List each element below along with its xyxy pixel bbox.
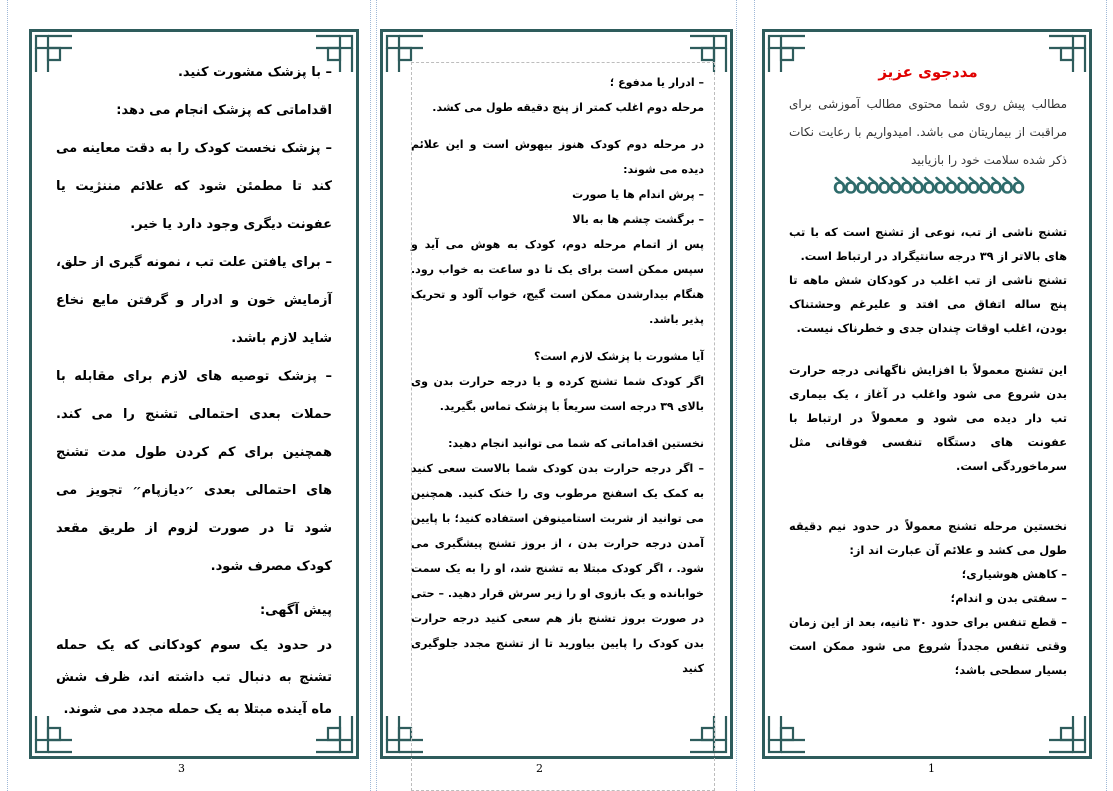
intro-paragraph: مطالب پیش روی شما محتوی مطالب آموزشی برای مراقبت از بیماریتان می باشد. امیدواریم با رعایت نکات ذکر شده سلامت خود را بازیابید [789, 97, 1067, 167]
column-guide [754, 0, 755, 791]
list-item: – پرش اندام ها یا صورت [572, 188, 704, 201]
list-item: – برگشت چشم ها به بالا [572, 213, 704, 226]
list-item: – پزشک توصیه های لازم برای مقابله با حملات بعدی احتمالی تشنج را می کند. همچنین برای کم کردن طول مدت تشنج های احتمالی بعدی ״دیازپام״ تجویز می شود تا در صورت لزوم از طریق مقعد کودک مصرف شود. [56, 369, 332, 574]
section-heading: نخستین اقداماتی که شما می توانید انجام دهید: [448, 437, 704, 450]
list-item: – برای یافتن علت تب ، نمونه گیری از حلق، آزمایش خون و ادرار و گرفتن مایع نخاع شاید لازم باشد. [56, 255, 332, 346]
corner-ornament [765, 712, 809, 756]
section-heading: پیش آگهی: [259, 603, 332, 618]
column-guide [1106, 0, 1107, 791]
column-guide [7, 0, 8, 791]
paragraph: پس از اتمام مرحله دوم، کودک به هوش می آید و سپس ممکن است برای یک تا دو ساعت به خواب رود. هنگام بیدارشدن ممکن است گیج، خواب آلود و تحریک پذیر باشد. [411, 238, 704, 326]
list-item: – قطع تنفس برای حدود ۳۰ ثانیه، بعد از این زمان وقتی تنفس مجدداً شروع می شود ممکن است بسیار سطحی باشد؛ [789, 615, 1067, 677]
paragraph: این تشنج معمولاً با افزایش ناگهانی درجه حرارت بدن شروع می شود واغلب در آغاز ، یک بیماری تب دار دیده می شود و معمولاً در ارتباط با عفونت های دستگاه تنفسی فوقانی مثل سرماخوردگی است. [789, 363, 1067, 473]
list-item: – کاهش هوشیاری؛ [961, 567, 1067, 581]
paragraph: – اگر درجه حرارت بدن کودک شما بالاست سعی کنید به کمک یک اسفنج مرطوب وی را خنک کنید. همچنین می توانید از شربت استامینوفن استفاده کنید؛ با پایین آمدن درجه حرارت بدن ، از بروز تشنج پیشگیری می شود. ، اگر کودک مبتلا به تشنج شد، او را به یک سمت خوابانده و یک بازوی او را زیر سرش قرار دهید. – حتی در صورت بروز تشنج باز هم سعی کنید درجه حرارت بدن کودک را پایین بیاورید تا از تشنج مجدد جلوگیری کنید [411, 462, 704, 675]
panel-2-text [411, 70, 704, 720]
brochure-panel-2 [380, 29, 733, 759]
paragraph: تشنج ناشی از تب اغلب در کودکان شش ماهه تا پنج ساله اتفاق می افتد و علیرغم وحشتناک بودن، اغلب اوقات چندان جدی و خطرناک نیست. [789, 273, 1067, 335]
page-title: مددجوی عزیز [878, 63, 978, 81]
section-heading: اقداماتی که پزشک انجام می دهد: [116, 103, 332, 118]
paragraph: تشنج ناشی از تب، نوعی از تشنج است که با تب های بالاتر از ۳۹ درجه سانتیگراد در ارتباط است. [789, 225, 1067, 263]
brochure-panel-1 [762, 29, 1092, 759]
list-item: – سفتی بدن و اندام؛ [950, 591, 1067, 605]
ornament-divider: ꝺꝺꝺꝺꝺꝺꝺꝺꝺꝺꝺꝺꝺꝺꝺꝺꝺ [832, 174, 1024, 199]
page-number: 2 [536, 762, 543, 775]
paragraph: اگر کودک شما تشنج کرده و یا درجه حرارت بدن وی بالای ۳۹ درجه است سریعاً با پزشک تماس بگیرید. [411, 375, 704, 413]
page-number: 3 [178, 762, 185, 775]
paragraph: در حدود یک سوم کودکانی که یک حمله تشنج به دنبال تب داشته اند، ظرف شش ماه آینده مبتلا به یک حمله مجدد می شوند. [56, 638, 332, 717]
column-guide [736, 0, 737, 791]
brochure-panel-3 [29, 29, 359, 759]
list-item: – با پزشک مشورت کنید. [177, 65, 332, 80]
page-number: 1 [928, 762, 935, 775]
column-guide [376, 0, 377, 791]
paragraph: نخستین مرحله تشنج معمولاً در حدود نیم دقیقه طول می کشد و علائم آن عبارت اند از: [789, 519, 1067, 557]
panel-3-text [56, 54, 332, 716]
paragraph: در مرحله دوم کودک هنوز بیهوش است و این علائم دیده می شوند: [411, 138, 704, 176]
list-item: – پزشک نخست کودک را به دقت معاینه می کند تا مطمئن شود که علائم مننژیت یا عفونت دیگری وجود دارد یا خیر. [56, 141, 332, 232]
list-item: – ادرار یا مدفوع ؛ [609, 76, 704, 89]
panel-1-text [789, 60, 1067, 716]
corner-ornament [1045, 712, 1089, 756]
paragraph: مرحله دوم اغلب کمتر از پنج دقیقه طول می کشد. [432, 101, 704, 114]
section-heading: آیا مشورت با پزشک لازم است؟ [534, 350, 704, 363]
column-guide [370, 0, 371, 791]
